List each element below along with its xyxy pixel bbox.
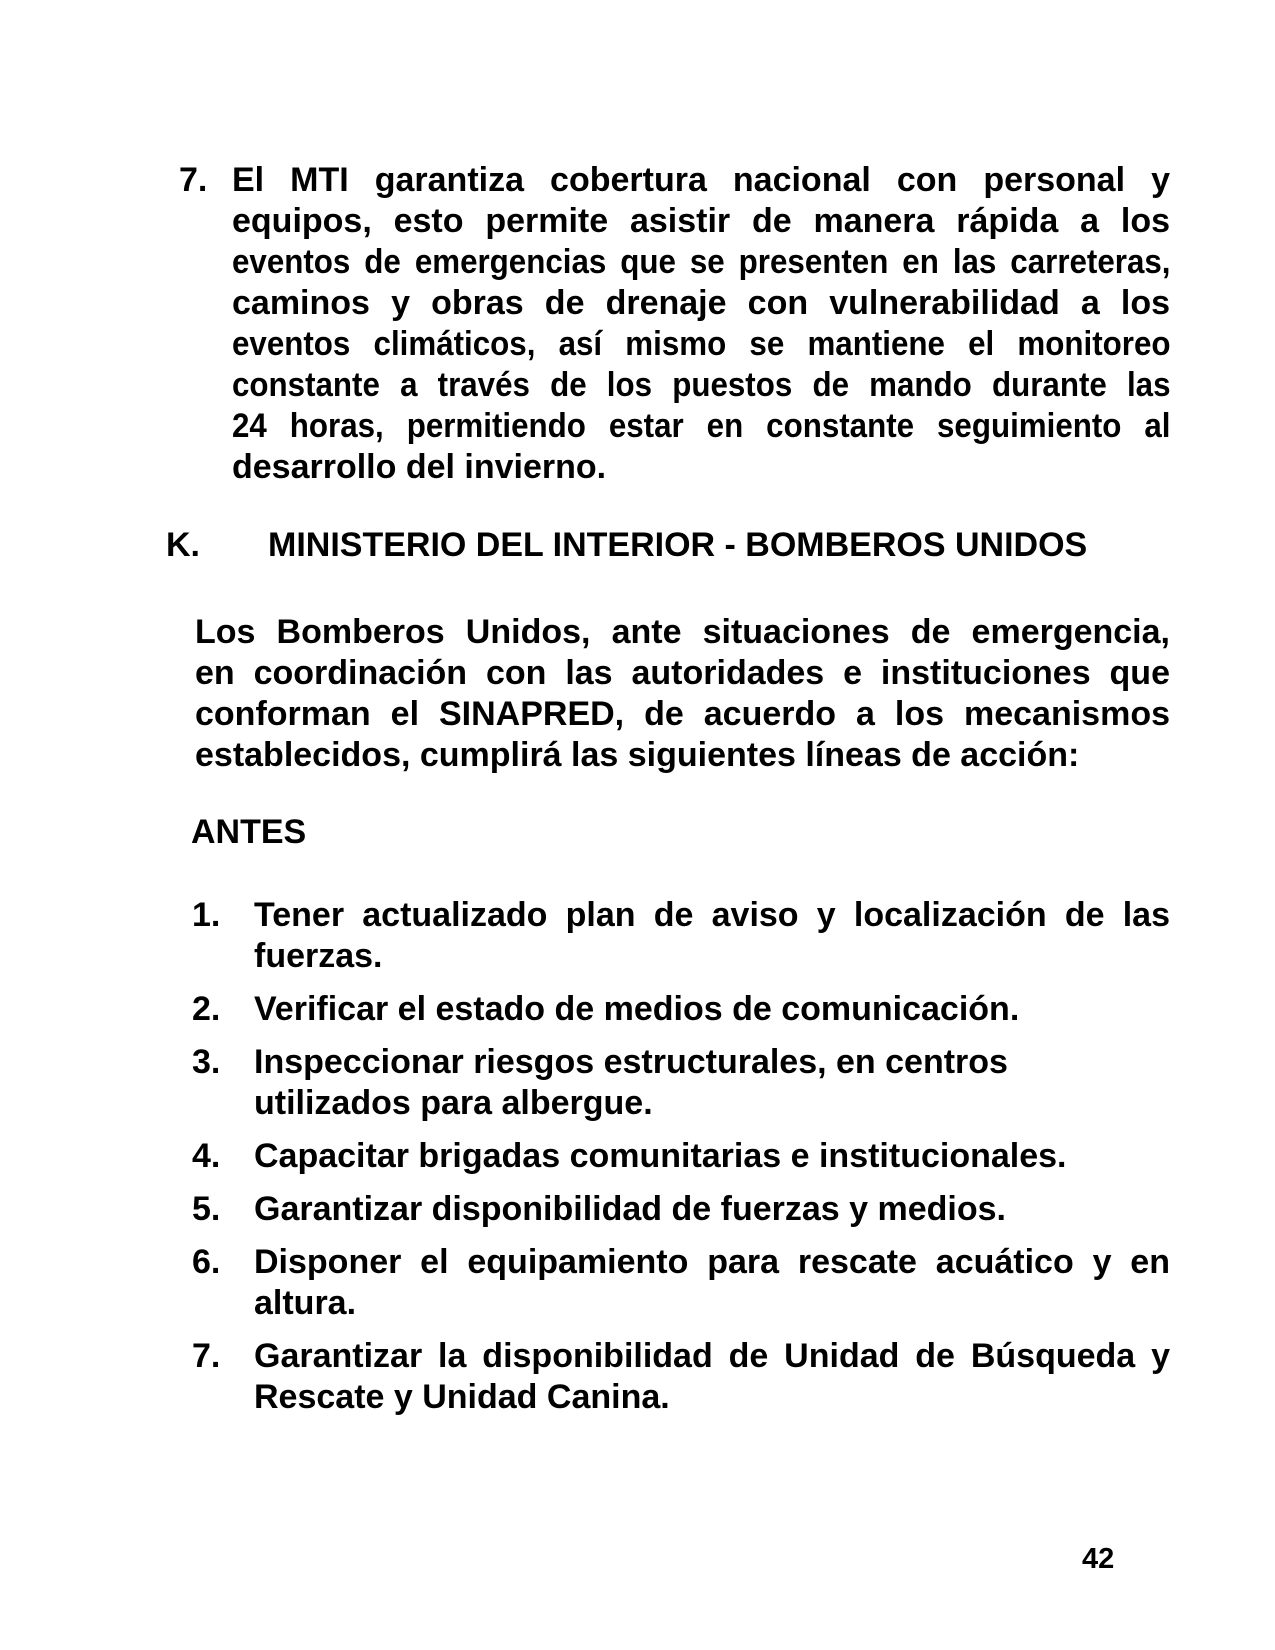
list-item-text (254, 1189, 1170, 1230)
text-line: fuerzas. (254, 937, 383, 975)
text-line: Tener actualizado plan de aviso y localización de las (254, 896, 1170, 934)
list-item-text (254, 1136, 1170, 1177)
list-item-text (254, 1042, 1170, 1124)
text-line: caminos y obras de drenaje con vulnerabilidad a los (232, 284, 1170, 322)
text-line: conforman el SINAPRED, de acuerdo a los mecanismos (195, 695, 1170, 733)
antes-list (192, 895, 1170, 1430)
list-item-text (254, 1336, 1170, 1418)
list-item (192, 989, 1170, 1030)
list-item-number: 7. (192, 1337, 221, 1375)
list-item-text (254, 1242, 1170, 1324)
list-item-number: 1. (192, 896, 221, 934)
list-item-number: 4. (192, 1137, 221, 1175)
list-item (192, 1136, 1170, 1177)
list-item (192, 895, 1170, 977)
text-line: Los Bomberos Unidos, ante situaciones de emergencia, (195, 613, 1170, 651)
text-line: altura. (254, 1284, 357, 1322)
page-number: 42 (1082, 1543, 1115, 1575)
text-line: equipos, esto permite asistir de manera rápida a los (232, 202, 1170, 240)
text-line: El MTI garantiza cobertura nacional con personal y (232, 161, 1170, 199)
item-7-number: 7. (179, 161, 208, 199)
text-line: Capacitar brigadas comunitarias e institucionales. (254, 1137, 1067, 1175)
list-item-number: 6. (192, 1243, 221, 1281)
text-line: constante a través de los puestos de mando durante las (232, 366, 1171, 404)
list-item-number: 5. (192, 1190, 221, 1228)
list-item-number: 3. (192, 1043, 221, 1081)
item-7-paragraph (232, 160, 1170, 488)
text-line: Garantizar la disponibilidad de Unidad de Búsqueda y (254, 1337, 1170, 1375)
text-line: Disponer el equipamiento para rescate acuático y en (254, 1243, 1170, 1281)
text-line: en coordinación con las autoridades e instituciones que (195, 654, 1170, 692)
text-line: Garantizar disponibilidad de fuerzas y medios. (254, 1190, 1006, 1228)
list-item (192, 1189, 1170, 1230)
section-heading (166, 525, 1087, 566)
text-line: utilizados para albergue. (254, 1084, 653, 1122)
text-line: eventos climáticos, así mismo se mantiene el monitoreo (232, 325, 1171, 363)
antes-heading: ANTES (191, 813, 307, 851)
list-item (192, 1242, 1170, 1324)
text-line: establecidos, cumplirá las siguientes líneas de acción: (195, 736, 1080, 774)
text-line: 24 horas, permitiendo estar en constante seguimiento al (232, 407, 1171, 445)
text-line: Verificar el estado de medios de comunicación. (254, 990, 1020, 1028)
section-heading-title: MINISTERIO DEL INTERIOR - BOMBEROS UNIDOS (268, 526, 1088, 564)
section-heading-letter: K. (166, 526, 200, 564)
list-item-number: 2. (192, 990, 221, 1028)
list-item (192, 1042, 1170, 1124)
text-line: Inspeccionar riesgos estructurales, en centros (254, 1043, 1008, 1081)
intro-paragraph (195, 612, 1170, 776)
text-line: Rescate y Unidad Canina. (254, 1378, 670, 1416)
text-line: desarrollo del invierno. (232, 448, 607, 486)
list-item-text (254, 989, 1170, 1030)
text-line: eventos de emergencias que se presenten en las carreteras, (232, 243, 1171, 281)
list-item (192, 1336, 1170, 1418)
list-item-text (254, 895, 1170, 977)
